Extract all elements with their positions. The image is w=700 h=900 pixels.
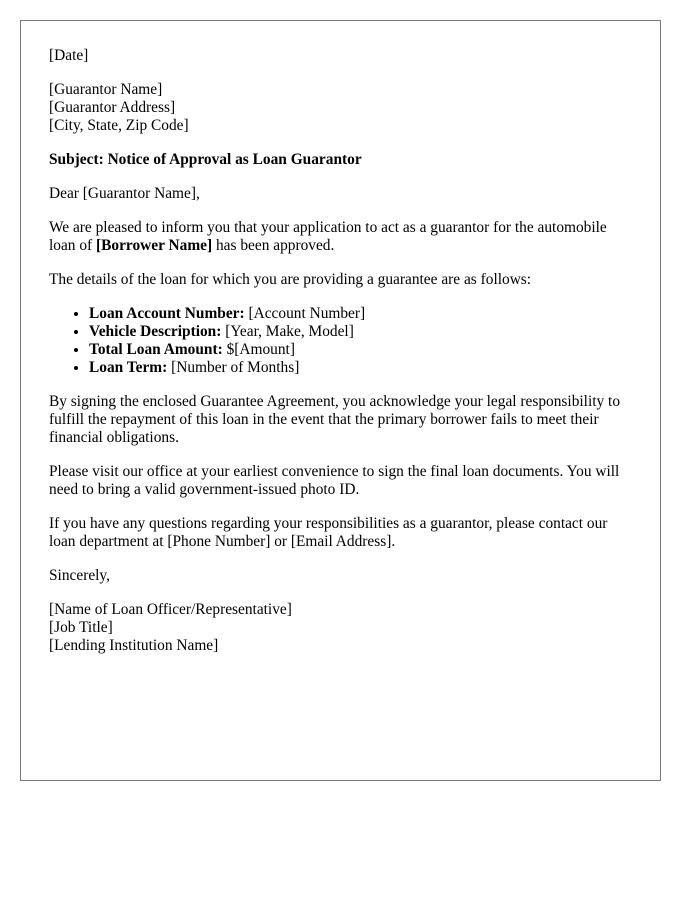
letter-page	[20, 20, 661, 781]
intro-text-before: We are pleased to inform you that your application to act as a guarantor for the automobile loan of	[49, 219, 607, 254]
lending-institution: [Lending Institution Name]	[49, 637, 219, 654]
intro-paragraph	[49, 219, 632, 255]
detail-value: $[Amount]	[222, 341, 295, 358]
guarantor-address: [Guarantor Address]	[49, 99, 176, 116]
signer-title: [Job Title]	[49, 619, 113, 636]
guarantor-address-block	[49, 81, 632, 135]
detail-label: Total Loan Amount:	[89, 341, 223, 358]
intro-text-after: has been approved.	[212, 237, 335, 254]
acknowledgment-paragraph: By signing the enclosed Guarantee Agreement, you acknowledge your legal responsibility to fulfill the repayment of this loan in the event that the primary borrower fails to meet their financial obligations.	[49, 393, 621, 446]
list-item	[89, 305, 632, 323]
detail-label: Loan Account Number:	[89, 305, 245, 322]
detail-label: Loan Term:	[89, 359, 168, 376]
signer-name: [Name of Loan Officer/Representative]	[49, 601, 292, 618]
detail-value: [Number of Months]	[167, 359, 300, 376]
salutation: Dear [Guarantor Name],	[49, 185, 200, 202]
letter-date: [Date]	[49, 47, 89, 64]
detail-label: Vehicle Description:	[89, 323, 222, 340]
signature-block	[49, 601, 632, 655]
guarantor-name: [Guarantor Name]	[49, 81, 163, 98]
list-item	[89, 341, 632, 359]
details-intro: The details of the loan for which you are providing a guarantee are as follows:	[49, 271, 532, 288]
loan-details-list	[49, 305, 632, 377]
list-item	[89, 323, 632, 341]
detail-value: [Account Number]	[244, 305, 366, 322]
questions-paragraph: If you have any questions regarding your responsibilities as a guarantor, please contact our loan department at [Phone Number] or [Email Address].	[49, 515, 608, 550]
guarantor-city-line: [City, State, Zip Code]	[49, 117, 189, 134]
closing: Sincerely,	[49, 567, 110, 584]
list-item	[89, 359, 632, 377]
subject-line: Subject: Notice of Approval as Loan Guarantor	[49, 151, 362, 168]
detail-value: [Year, Make, Model]	[221, 323, 354, 340]
borrower-name: [Borrower Name]	[96, 237, 213, 254]
visit-paragraph: Please visit our office at your earliest convenience to sign the final loan documents. You will need to bring a valid government-issued photo ID.	[49, 463, 620, 498]
